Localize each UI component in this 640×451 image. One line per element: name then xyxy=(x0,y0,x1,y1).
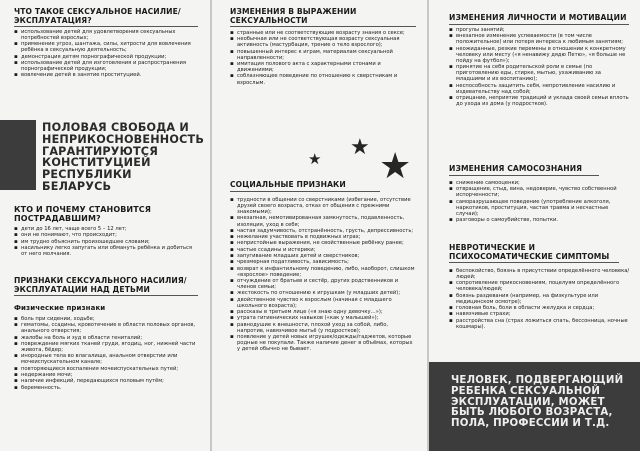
list-item: ▪ жалобы на боль и зуд в области гениталий; xyxy=(14,335,198,341)
list-item: ▪ саморазрушающее поведение (употребление алкоголя, наркотиков, проституция, частая травма и несчастные случаи); xyxy=(449,199,631,217)
heading-personality: ИЗМЕНЕНИЯ ЛИЧНОСТИ И МОТИВАЦИИ xyxy=(449,14,629,25)
list-item: ▪ использование детей для изготовления и распространения порнографической продукции; xyxy=(14,60,198,72)
heading-what-is: ЧТО ТАКОЕ СЕКСУАЛЬНОЕ НАСИЛИЕ/ЭКСПЛУАТАЦИЯ? xyxy=(14,8,198,27)
slogan-perpetrator: ЧЕЛОВЕК, ПОДВЕРГАЮЩИЙ РЕБЕНКА СЕКСУАЛЬНОЙ ЭКСПЛУАТАЦИИ, МОЖЕТ БЫТЬ ЛЮБОГО ВОЗРАСТА, ПОЛА, ПРОФЕССИИ И Т.Д. xyxy=(451,375,624,430)
star-icon: ★ xyxy=(308,150,322,168)
star-icon: ★ xyxy=(350,135,370,160)
subheading-physical: Физические признаки xyxy=(14,304,106,312)
list-item: ▪ отчуждение от братьев и сестёр, других родственников и членов семьи; xyxy=(230,278,416,290)
list-item: ▪ отрицание, неприятие традиций и уклада своей семьи вплоть до ухода из дома (у подростков). xyxy=(449,95,631,107)
list-item: ▪ неожиданные, резкие перемены в отношении к конкретному человеку или месту («я ненавижу дядю Петю», «я больше не пойду на футбол»); xyxy=(449,46,631,64)
list-item: ▪ снижение самооценки; xyxy=(449,180,631,186)
heading-neurotic: НЕВРОТИЧЕСКИЕ И ПСИХОСОМАТИЧЕСКИЕ СИМПТОМЫ xyxy=(449,244,619,263)
heading-social: СОЦИАЛЬНЫЕ ПРИЗНАКИ xyxy=(230,181,380,192)
slogan-constitution: ПОЛОВАЯ СВОБОДА И НЕПРИКОСНОВЕННОСТЬ ГАРАНТИРУЮТСЯ КОНСТИТУЦИЕЙ РЕСПУБЛИКИ БЕЛАРУСЬ xyxy=(42,121,205,193)
list-personality xyxy=(449,27,631,107)
list-item: ▪ появление у детей новых игрушек/одежды/гаджетов, которые родные не покупали. Также наличие денег в объёмах, которых у детей обычно не бывает. xyxy=(230,334,416,352)
column-2 xyxy=(212,0,427,451)
list-item: ▪ расстройства сна (страх ложиться спать, бессонница, ночные кошмары). xyxy=(449,318,631,330)
slogan-box xyxy=(0,120,36,190)
list-item: ▪ чрезмерная податливость, зависимость; xyxy=(230,259,416,265)
list-item: ▪ неспособность защитить себя, непротивление насилию и издевательству над собой; xyxy=(449,83,631,95)
list-item: ▪ имитация полового акта с характерными стонами и движениями; xyxy=(230,61,416,73)
list-item: ▪ возврат к инфантильному поведению, либо, наоборот, слишком «взрослое» поведение; xyxy=(230,266,416,278)
heading-who: КТО И ПОЧЕМУ СТАНОВИТСЯ ПОСТРАДАВШИМ? xyxy=(14,205,151,223)
heading-sexuality-changes: ИЗМЕНЕНИЯ В ВЫРАЖЕНИИ СЕКСУАЛЬНОСТИ xyxy=(230,8,416,27)
list-item: ▪ частые ссадины и истерики; xyxy=(230,247,416,253)
list-item: ▪ вовлечение детей в занятие проституцией. xyxy=(14,72,198,78)
list-item: ▪ дети до 16 лет, чаще всего 5 – 12 лет; xyxy=(14,226,198,232)
list-item: ▪ равнодушие к внешности, плохой уход за собой, либо, напротив, навязчивое мытьё (у подростков); xyxy=(230,322,416,334)
list-self-awareness xyxy=(449,180,631,223)
slogan-box xyxy=(429,362,640,451)
list-sexuality xyxy=(230,30,416,86)
list-item: ▪ сопротивление прикосновениям, поцелуям определённого человека/людей; xyxy=(449,280,631,292)
list-item: ▪ трудности в общении со сверстниками (избегание, отсутствие друзей своего возраста, отказ от общения с прежними знакомыми); xyxy=(230,197,416,215)
list-item: ▪ соблазняющее поведение по отношению к сверстникам и взрослым. xyxy=(230,73,416,85)
list-item: ▪ прогулы занятий; xyxy=(449,27,631,33)
list-item: ▪ гематомы, ссадины, кровотечение в области половых органов, анального отверстия; xyxy=(14,322,198,334)
list-item: ▪ использование детей для удовлетворения сексуальных потребностей взрослых; xyxy=(14,29,198,41)
list-item: ▪ боязнь раздевания (например, на физкультуре или медицинском осмотре); xyxy=(449,293,631,305)
list-item: ▪ принятие на себя родительской роли в семье (по приготовлению еды, стирке, мытью, ухаживанию за младшими и их воспитанию); xyxy=(449,64,631,82)
list-item: ▪ они не понимают, что происходит; xyxy=(14,232,198,238)
list-item: ▪ боль при сидении, ходьбе; xyxy=(14,316,198,322)
column-3 xyxy=(429,0,640,451)
list-item: ▪ частая задумчивость, отстранённость, грусть, депрессивность; xyxy=(230,228,416,234)
list-item: ▪ внезапное изменение успеваемости (в том числе положительное) или потеря интереса к любимым занятиям; xyxy=(449,33,631,45)
star-icon: ★ xyxy=(379,146,412,187)
heading-signs: ПРИЗНАКИ СЕКСУАЛЬНОГО НАСИЛИЯ/ЭКСПЛУАТАЦИИ НАД ДЕТЬМИ xyxy=(14,277,198,296)
list-item: ▪ рассказы в третьем лице («я знаю одну девочку…»); xyxy=(230,309,416,315)
list-item: ▪ повышенный интерес к играм, материалам сексуальной направленности; xyxy=(230,49,416,61)
list-item: ▪ непристойные выражения, не свойственные ребёнку ранее; xyxy=(230,240,416,246)
list-item: ▪ внезапная, немотивированная замкнутость, подавленность, изоляция, уход в себя; xyxy=(230,215,416,227)
list-item: ▪ запугивание младших детей и сверстников; xyxy=(230,253,416,259)
list-item: ▪ утрата гигиенических навыков («как у малышей»); xyxy=(230,315,416,321)
heading-self-awareness: ИЗМЕНЕНИЯ САМОСОЗНАНИЯ xyxy=(449,165,599,176)
list-item: ▪ им трудно объяснить произошедшее словами; xyxy=(14,239,198,245)
list-item: ▪ демонстрация детям порнографической продукции; xyxy=(14,54,198,60)
list-who xyxy=(14,226,198,257)
list-physical xyxy=(14,316,198,391)
list-item: ▪ беспокойство, боязнь в присутствии определённого человека/людей; xyxy=(449,268,631,280)
list-item: ▪ нежелание участвовать в подвижных играх; xyxy=(230,234,416,240)
column-1 xyxy=(0,0,210,451)
list-item: ▪ беременность. xyxy=(14,385,198,391)
list-item: ▪ инородные тела во влагалище, анальном отверстии или мочеиспускательном канале; xyxy=(14,353,198,365)
list-item: ▪ отвращение, стыд, вина, недоверие, чувство собственной испорченности; xyxy=(449,186,631,198)
list-item: ▪ недержание мочи; xyxy=(14,372,198,378)
list-item: ▪ необычная или не соответствующая возрасту сексуальная активность (мастурбация, трение о тело взрослого); xyxy=(230,36,416,48)
list-item: ▪ применение угроз, шантажа, силы, хитрости для вовлечения ребёнка в сексуальную деятельность; xyxy=(14,41,198,53)
list-definition xyxy=(14,29,198,79)
list-item: ▪ странные или не соответствующие возрасту знания о сексе; xyxy=(230,30,416,36)
list-social xyxy=(230,197,416,352)
list-item: ▪ наличие инфекций, передающихся половым путём; xyxy=(14,378,198,384)
list-item: ▪ насильнику легко запугать или обмануть ребёнка и добиться от него молчания. xyxy=(14,245,198,257)
list-item: ▪ жестокость по отношению к игрушкам (у младших детей); xyxy=(230,290,416,296)
list-item: ▪ двойственное чувство к взрослым (начиная с младшего школьного возраста); xyxy=(230,297,416,309)
list-item: ▪ головная боль, боли в области желудка и сердца; xyxy=(449,305,631,311)
list-item: ▪ повторяющиеся воспаления мочеиспускательных путей; xyxy=(14,366,198,372)
list-item: ▪ разговоры о самоубийстве, попытки. xyxy=(449,217,631,223)
list-item: ▪ навязчивые страхи; xyxy=(449,311,631,317)
list-neurotic xyxy=(449,268,631,330)
list-item: ▪ повреждение мягких тканей груди, ягодиц, ног, нижней части живота, бёдер; xyxy=(14,341,198,353)
